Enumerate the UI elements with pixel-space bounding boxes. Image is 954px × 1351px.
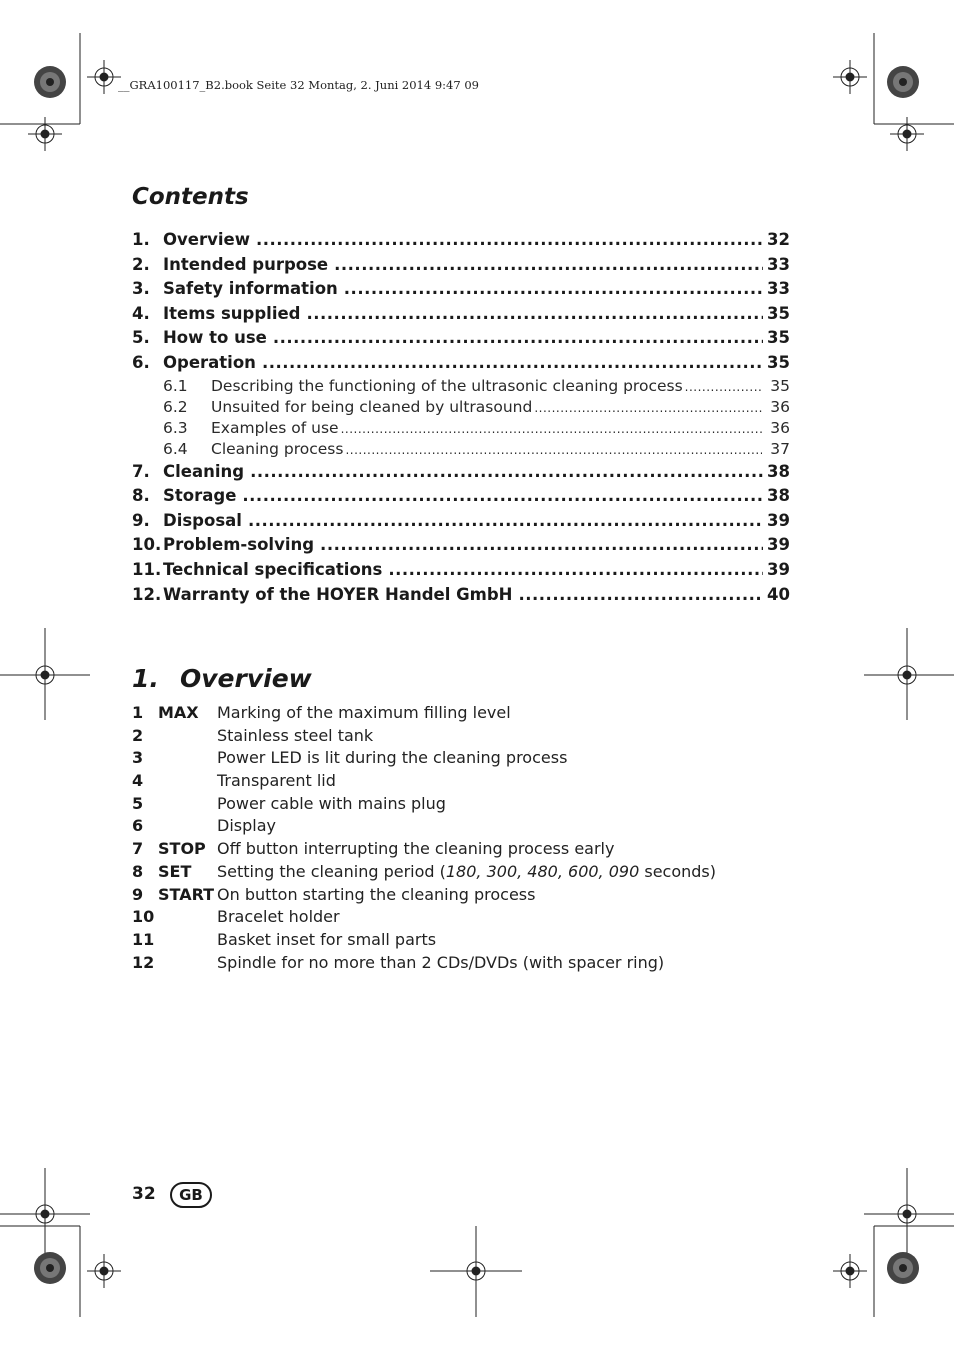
contents-heading: Contents: [132, 184, 249, 210]
toc-entry-number: 4.: [132, 303, 150, 323]
print-info-header: __GRA100117_B2.book Seite 32 Montag, 2. Juni 2014 9:47 09: [118, 78, 479, 92]
toc-entry-page: 36: [770, 418, 790, 437]
country-code-badge: GB: [170, 1182, 212, 1208]
part-list-item: [132, 929, 716, 952]
overview-heading-number: 1.: [132, 664, 159, 693]
toc-entry[interactable]: [132, 484, 790, 509]
toc-entry-title: Cleaning process: [211, 439, 344, 458]
part-description: Display: [217, 816, 276, 836]
toc-entry-title: Unsuited for being cleaned by ultrasound: [211, 397, 533, 416]
toc-entry-title: Disposal: [163, 510, 242, 530]
toc-entry-title: Cleaning: [163, 461, 245, 481]
toc-entry-title: Storage: [163, 486, 237, 506]
toc-entry-number: 10.: [132, 535, 162, 555]
toc-leader-dots: [345, 439, 762, 461]
toc-entry-number: 2.: [132, 254, 150, 274]
toc-entry-number: 12.: [132, 584, 162, 604]
toc-entry-page: 36: [770, 397, 790, 416]
toc-entry-page: 33: [767, 279, 790, 299]
toc-leader-dots: [341, 418, 763, 440]
toc-subentry[interactable]: [132, 397, 790, 418]
part-description: Stainless steel tank: [217, 725, 374, 745]
part-description-after: seconds): [639, 861, 716, 881]
toc-entry-page: 35: [767, 303, 790, 323]
toc-entry-page: 35: [770, 376, 790, 395]
part-key-label: START: [158, 884, 215, 904]
part-description: [217, 861, 716, 884]
toc-entry-page: 38: [767, 461, 790, 481]
toc-entry[interactable]: [132, 228, 790, 253]
part-list-item: [132, 906, 716, 929]
toc-entry-title: How to use: [163, 328, 267, 348]
part-list-item: [132, 725, 716, 748]
toc-entry-number: 6.1: [163, 376, 188, 395]
toc-entry-number: 8.: [132, 486, 150, 506]
toc-entry-number: 1.: [132, 230, 150, 249]
toc-entry[interactable]: [132, 509, 790, 534]
part-number: 6: [132, 816, 144, 836]
toc-entry-number: 7.: [132, 461, 150, 481]
toc-entry-number: 11.: [132, 559, 162, 579]
toc-entry-page: 32: [767, 230, 790, 249]
toc-leader-dots: [273, 326, 763, 351]
toc-entry-number: 3.: [132, 279, 150, 299]
toc-entry[interactable]: [132, 351, 790, 376]
toc-entry[interactable]: [132, 558, 790, 583]
overview-parts-list: [132, 702, 716, 974]
toc-entry-number: 9.: [132, 510, 150, 530]
toc-entry[interactable]: [132, 583, 790, 608]
part-number: 3: [132, 748, 144, 768]
toc-entry-title: Examples of use: [211, 418, 339, 437]
toc-entry[interactable]: [132, 533, 790, 558]
part-description: Spindle for no more than 2 CDs/DVDs (with spacer ring): [217, 952, 665, 972]
toc-entry-number: 6.: [132, 352, 150, 372]
toc-entry-title: Items supplied: [163, 303, 301, 323]
part-number: 7: [132, 839, 144, 859]
part-number: 11: [132, 929, 155, 949]
toc-entry[interactable]: [132, 277, 790, 302]
part-list-item: [132, 747, 716, 770]
toc-subentry[interactable]: [132, 376, 790, 397]
part-list-item: [132, 884, 716, 907]
toc-entry-page: 39: [767, 535, 790, 555]
toc-entry-title: Warranty of the HOYER Handel GmbH: [163, 584, 513, 604]
part-list-item: [132, 838, 716, 861]
toc-entry-page: 35: [767, 328, 790, 348]
toc-entry-page: 40: [767, 584, 790, 604]
toc-entry-title: Overview: [163, 230, 250, 249]
part-key-label: STOP: [158, 839, 206, 859]
part-description: Power LED is lit during the cleaning process: [217, 748, 568, 768]
toc-leader-dots: [388, 558, 763, 583]
toc-entry-page: 39: [767, 510, 790, 530]
toc-entry[interactable]: [132, 253, 790, 278]
table-of-contents: [132, 228, 790, 607]
part-number: 9: [132, 884, 144, 904]
toc-entry[interactable]: [132, 460, 790, 485]
part-description: Bracelet holder: [217, 907, 340, 927]
toc-entry-number: 6.3: [163, 418, 188, 437]
part-description: Basket inset for small parts: [217, 929, 437, 949]
toc-leader-dots: [306, 302, 763, 327]
part-key-label: SET: [158, 861, 192, 881]
overview-heading-text: Overview: [180, 664, 312, 693]
part-description: On button starting the cleaning process: [217, 884, 536, 904]
toc-entry-page: 35: [767, 352, 790, 372]
part-description: Transparent lid: [217, 771, 336, 791]
toc-entry-number: 6.4: [163, 439, 188, 458]
toc-subentry[interactable]: [132, 439, 790, 460]
toc-entry-number: 6.2: [163, 397, 188, 416]
toc-entry-title: Safety information: [163, 279, 338, 299]
toc-leader-dots: [534, 397, 762, 419]
part-list-item: [132, 770, 716, 793]
part-number: 5: [132, 793, 144, 813]
toc-entry[interactable]: [132, 326, 790, 351]
toc-leader-dots: [256, 228, 763, 253]
toc-leader-dots: [248, 509, 763, 534]
toc-entry-title: Describing the functioning of the ultrasonic cleaning process: [211, 376, 683, 395]
part-number: 4: [132, 771, 144, 791]
part-description-before: Setting the cleaning period (: [217, 861, 446, 881]
part-number: 10: [132, 907, 155, 927]
part-list-item: [132, 815, 716, 838]
toc-entry-page: 39: [767, 559, 790, 579]
toc-leader-dots: [242, 484, 763, 509]
toc-entry-title: Technical specifications: [163, 559, 383, 579]
toc-entry-page: 37: [770, 439, 790, 458]
toc-entry-title: Intended purpose: [163, 254, 329, 274]
part-description: Marking of the maximum filling level: [217, 703, 511, 722]
toc-leader-dots: [262, 351, 763, 376]
toc-leader-dots: [320, 533, 763, 558]
toc-entry-title: Operation: [163, 352, 256, 372]
toc-leader-dots: [518, 583, 763, 608]
part-description: Power cable with mains plug: [217, 793, 446, 813]
toc-entry-page: 38: [767, 486, 790, 506]
toc-entry-number: 5.: [132, 328, 150, 348]
toc-leader-dots: [685, 376, 763, 398]
part-number: 1: [132, 703, 144, 722]
toc-entry[interactable]: [132, 302, 790, 327]
part-list-item: [132, 793, 716, 816]
part-description-values: 180, 300, 480, 600, 090: [445, 861, 640, 881]
part-list-item: [132, 861, 716, 884]
toc-entry-page: 33: [767, 254, 790, 274]
part-list-item: [132, 702, 716, 725]
part-number: 2: [132, 725, 144, 745]
toc-leader-dots: [344, 277, 763, 302]
part-description: Off button interrupting the cleaning process early: [217, 839, 615, 859]
part-key-label: MAX: [158, 703, 199, 722]
part-number: 12: [132, 952, 155, 972]
toc-leader-dots: [334, 253, 763, 278]
page-number: 32: [132, 1184, 156, 1204]
toc-leader-dots: [250, 460, 763, 485]
part-number: 8: [132, 861, 144, 881]
toc-entry-title: Problem-solving: [163, 535, 315, 555]
overview-heading: [132, 664, 312, 693]
toc-subentry[interactable]: [132, 418, 790, 439]
part-list-item: [132, 952, 716, 975]
